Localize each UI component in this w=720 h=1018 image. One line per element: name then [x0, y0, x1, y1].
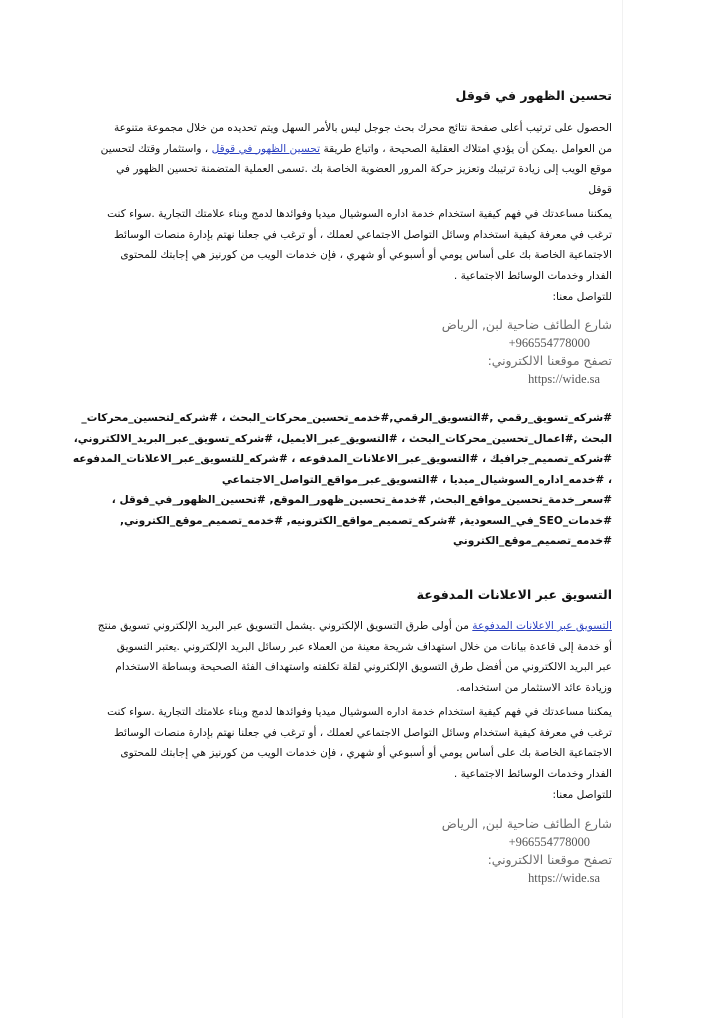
website-url[interactable]: https://wide.sa	[528, 372, 600, 386]
phone-number[interactable]: +966554778000	[508, 336, 590, 350]
intro-line: الحصول على ترتيب أعلى صفحة نتائج محرك بحث جوجل ليس بالأمر السهل ويتم تحديده من خلال مجموعة متنوعة	[114, 122, 612, 134]
intro-line: موقع الويب إلى زيادة ترتيبك وتعزيز حركة المرور العضوية الخاصة بك .تسمى العملية المتضمنة تحسين الظهور في	[116, 163, 612, 175]
section2-promo	[104, 702, 612, 784]
hashtag-line: ، #خدمه_اداره_السوشيال_ميديا ، #التسويق_عبر_مواقع_التواصل_الاجتماعي	[221, 473, 612, 486]
hashtag-line: #خدمات_SEO_في_السعودية, #شركه_تصميم_مواقع_الكترونيه, #خدمه_تصميم_موقع_الكتروني,	[119, 514, 612, 527]
hashtags-block	[72, 408, 612, 552]
section2-contact-label: للتواصل معنا:	[552, 789, 612, 801]
address-text: شارع الطائف ضاحية لبن, الرياض	[441, 816, 612, 831]
section1-contact-label: للتواصل معنا:	[552, 291, 612, 303]
hashtag-line: #شركه_تصميم_جرافيك ، #التسويق_عبر_الاعلانات_المدفوعه ، #شركه_للتسويق_عبر_الاعلانات_المدفوعه	[72, 453, 612, 465]
paid-ads-link[interactable]: التسويق عبر الاعلانات المدفوعة	[472, 620, 612, 632]
hashtag-line: #سعر_خدمة_تحسين_مواقع_البحث, #خدمة_تحسين_ظهور_الموقع, #تحسين_الظهور_في_قوقل ،	[111, 494, 612, 506]
section2-title: التسويق عبر الاعلانات المدفوعة	[416, 587, 612, 602]
intro-line: التسويق عبر الاعلانات المدفوعة من أولى طرق التسويق الإلكتروني .يشمل التسويق عبر البريد الإلكتروني تسويق منتج	[97, 620, 612, 632]
website-label: تصفح موقعنا الالكتروني:	[487, 353, 612, 368]
hashtag-line: #شركه_تسويق_رقمي ,#التسويق_الرقمي,#خدمه_تحسين_محركات_البحث ، #شركه_لتحسين_محركات_	[81, 412, 612, 424]
section2-contact	[442, 815, 612, 887]
section1-title: تحسين الظهور في قوقل	[455, 88, 612, 103]
intro-line: من العوامل .يمكن أن يؤدي امتلاك العقلية الصحيحة ، واتباع طريقة تحسين الظهور في قوقل ، واستثمار وقتك لتحسين	[100, 142, 612, 155]
promo-line: يمكننا مساعدتك في فهم كيفية استخدام خدمة اداره السوشيال ميديا وفوائدها لدمج وبناء علامتك التجارية .سواء كنت	[107, 706, 612, 718]
website-url[interactable]: https://wide.sa	[528, 871, 600, 885]
promo-line: ترغب في معرفة كيفية استخدام وسائل التواصل الاجتماعي لعملك ، أو ترغب في جعلنا نهتم بإدارة منصات الوسائط	[113, 228, 612, 241]
address-text: شارع الطائف ضاحية لبن, الرياض	[441, 317, 612, 332]
section1-promo	[104, 204, 612, 286]
promo-line: الفدار وخدمات الوسائط الاجتماعية .	[453, 767, 612, 780]
section1-intro	[100, 118, 612, 200]
margin-rule	[622, 0, 623, 1018]
promo-line: الفدار وخدمات الوسائط الاجتماعية .	[453, 269, 612, 282]
intro-line: قوقل	[588, 183, 612, 196]
intro-line: عبر البريد الالكتروني من أفضل طرق التسويق الإلكتروني لقلة تكلفته واستهداف الفئة الصحيحة وبساطة الاستخدام	[115, 661, 612, 673]
website-label: تصفح موقعنا الالكتروني:	[487, 852, 612, 867]
promo-line: الاجتماعية الخاصة بك على أساس يومي أو أسبوعي أو شهري ، فإن خدمات الويب من كورنيز هي إجابتك للمحتوى	[120, 249, 612, 261]
hashtag-line: البحث ,#اعمال_تحسين_محركات_البحث ، #التسويق_عبر_الايميل، #شركه_تسويق_عبر_البريد_الالكتروني،	[73, 432, 612, 445]
promo-line: ترغب في معرفة كيفية استخدام وسائل التواصل الاجتماعي لعملك ، أو ترغب في جعلنا نهتم بإدارة منصات الوسائط	[113, 726, 612, 739]
section2-intro	[97, 616, 612, 698]
hashtag-line: #خدمه_تصميم_موقع_الكتروني	[453, 535, 612, 547]
promo-line: الاجتماعية الخاصة بك على أساس يومي أو أسبوعي أو شهري ، فإن خدمات الويب من كورنيز هي إجابتك للمحتوى	[120, 747, 612, 759]
intro-line: وزيادة عائد الاستثمار من استخدامه.	[456, 681, 612, 694]
section1-contact	[442, 316, 612, 388]
intro-line: أو خدمة إلى قاعدة بيانات من خلال استهداف شريحة معينة من العملاء عبر رسائل البريد الإلكتروني .يعتبر التسويق	[116, 640, 612, 653]
seo-link[interactable]: تحسين الظهور في قوقل	[211, 142, 321, 155]
phone-number[interactable]: +966554778000	[508, 835, 590, 849]
promo-line: يمكننا مساعدتك في فهم كيفية استخدام خدمة اداره السوشيال ميديا وفوائدها لدمج وبناء علامتك التجارية .سواء كنت	[107, 208, 612, 220]
